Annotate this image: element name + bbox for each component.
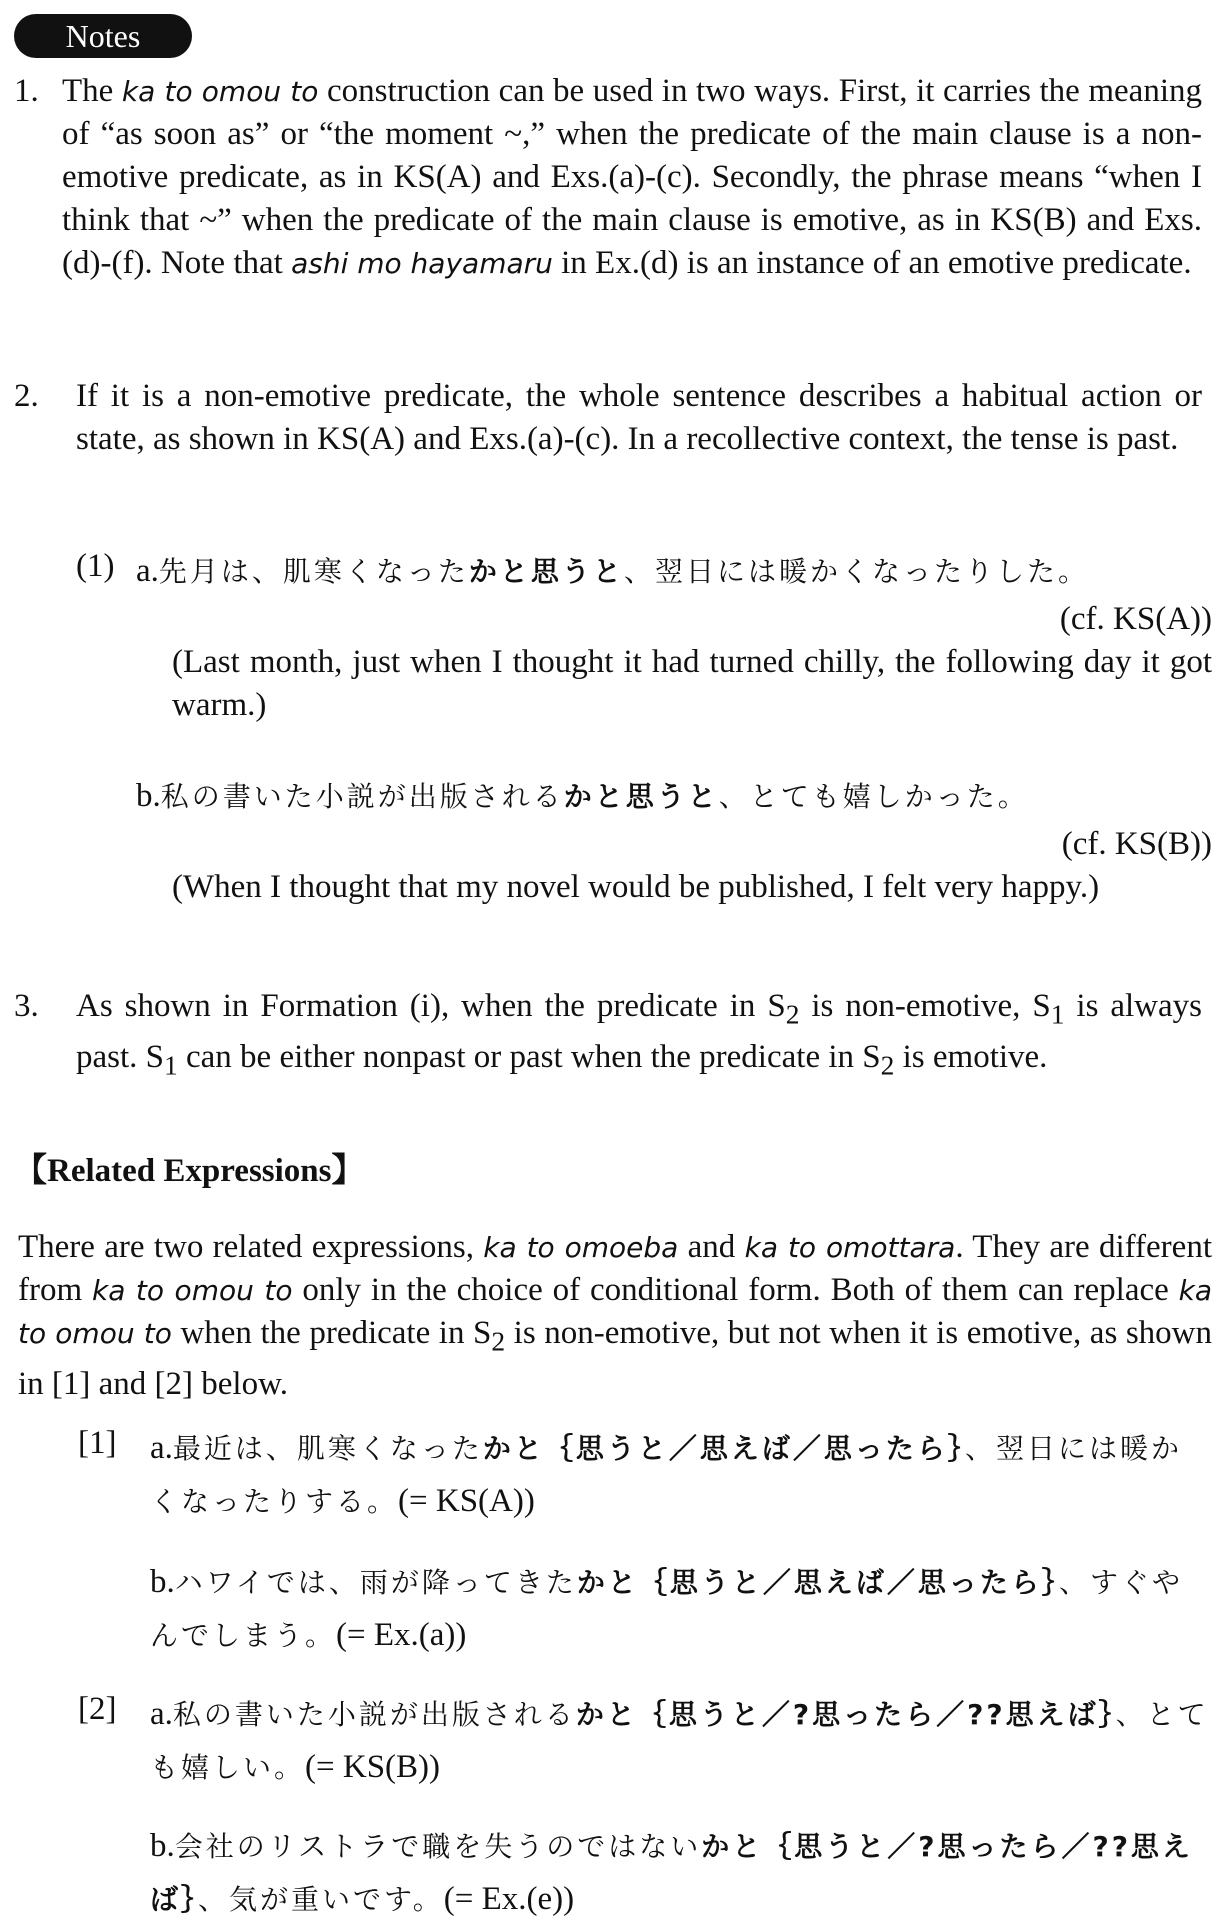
note-2 (14, 375, 1214, 461)
note-1-text: The ka to omou to construction can be used in two ways. First, it carries the meaning of “as soon as” or “the moment ~,” when the predicate of the main clause is a non-emotive predicate, as in KS(A) and Exs.(a)-(c). Secondly, the phrase means “when I think that ~” when the predicate of the main clause is emotive, as in KS(B) and Exs.(d)-(f). Note that ashi mo hayamaru in Ex.(d) is an instance of an emotive predicate. (62, 73, 1202, 281)
example-1-number: (1) (76, 548, 115, 584)
example-1b-cf: (cf. KS(B)) (1061, 826, 1212, 862)
related-example-1-number: [1] (78, 1425, 117, 1461)
related-example-1a: a.最近は、肌寒くなったかと｛思うと／思えば／思ったら｝、翌日には暖かくなったりする。(= KS(A)) (150, 1430, 1182, 1519)
related-text: There are two related expressions, ka to omoeba and ka to omottara. They are different from ka to omou to only in the choice of conditional form. Both of them can replace ka to omou to when the predicate in $S_2$ is non-emotive, but not when it is emotive, as shown in [1] and [2] below. (18, 1229, 1213, 1402)
related-example-2b: b.会社のリストラで職を失うのではないかと｛思うと／?思ったら／??思えば｝、気が重いです。(= Ex.(e)) (150, 1828, 1193, 1917)
example-1a: a.先月は、肌寒くなったかと思うと、翌日には暖かくなったりした。 (cf. KS(A)) (Last month, just when I thought it had turned chilly, the following day it got warm.) (136, 545, 1212, 727)
example-1b-translation: (When I thought that my novel would be published, I felt very happy.) (172, 869, 1100, 905)
related-example-1 (78, 1422, 1212, 1528)
note-1 (14, 70, 1214, 285)
related-example-2-number: [2] (78, 1691, 117, 1727)
example-1a-translation: (Last month, just when I thought it had turned chilly, the following day it got warm.) (172, 644, 1212, 723)
related-example-2 (78, 1688, 1212, 1794)
notes-badge: Notes (14, 14, 192, 58)
example-1a-cf: (cf. KS(A)) (1059, 601, 1212, 637)
related-example-2a: a.私の書いた小説が出版されるかと｛思うと／?思ったら／??思えば｝、とても嬉しい。(= KS(B)) (150, 1696, 1209, 1785)
note-2-text: If it is a non-emotive predicate, the whole sentence describes a habitual action or state, as shown in KS(A) and Exs.(a)-(c). In a recollective context, the tense is past. (76, 378, 1202, 457)
related-heading: 【Related Expressions】 (14, 1153, 365, 1189)
example-1b: b.私の書いた小説が出版されるかと思うと、とても嬉しかった。 (cf. KS(B)) (When I thought that my novel would be published, I felt very happy.) (136, 770, 1212, 909)
example-1 (76, 545, 1212, 727)
note-3-text: As shown in Formation (i), when the predicate in $S_2$ is non-emotive, $S_1$ is always past. $S_1$ can be either nonpast or past when the predicate in $S_2$ is emotive. (76, 988, 1202, 1081)
related-example-1b: b.ハワイでは、雨が降ってきたかと｛思うと／思えば／思ったら｝、すぐやんでしまう。(= Ex.(a)) (150, 1564, 1183, 1653)
note-3-number: 3. (14, 988, 39, 1024)
note-3 (14, 985, 1214, 1086)
note-1-number: 1. (14, 73, 39, 109)
note-2-number: 2. (14, 378, 39, 414)
